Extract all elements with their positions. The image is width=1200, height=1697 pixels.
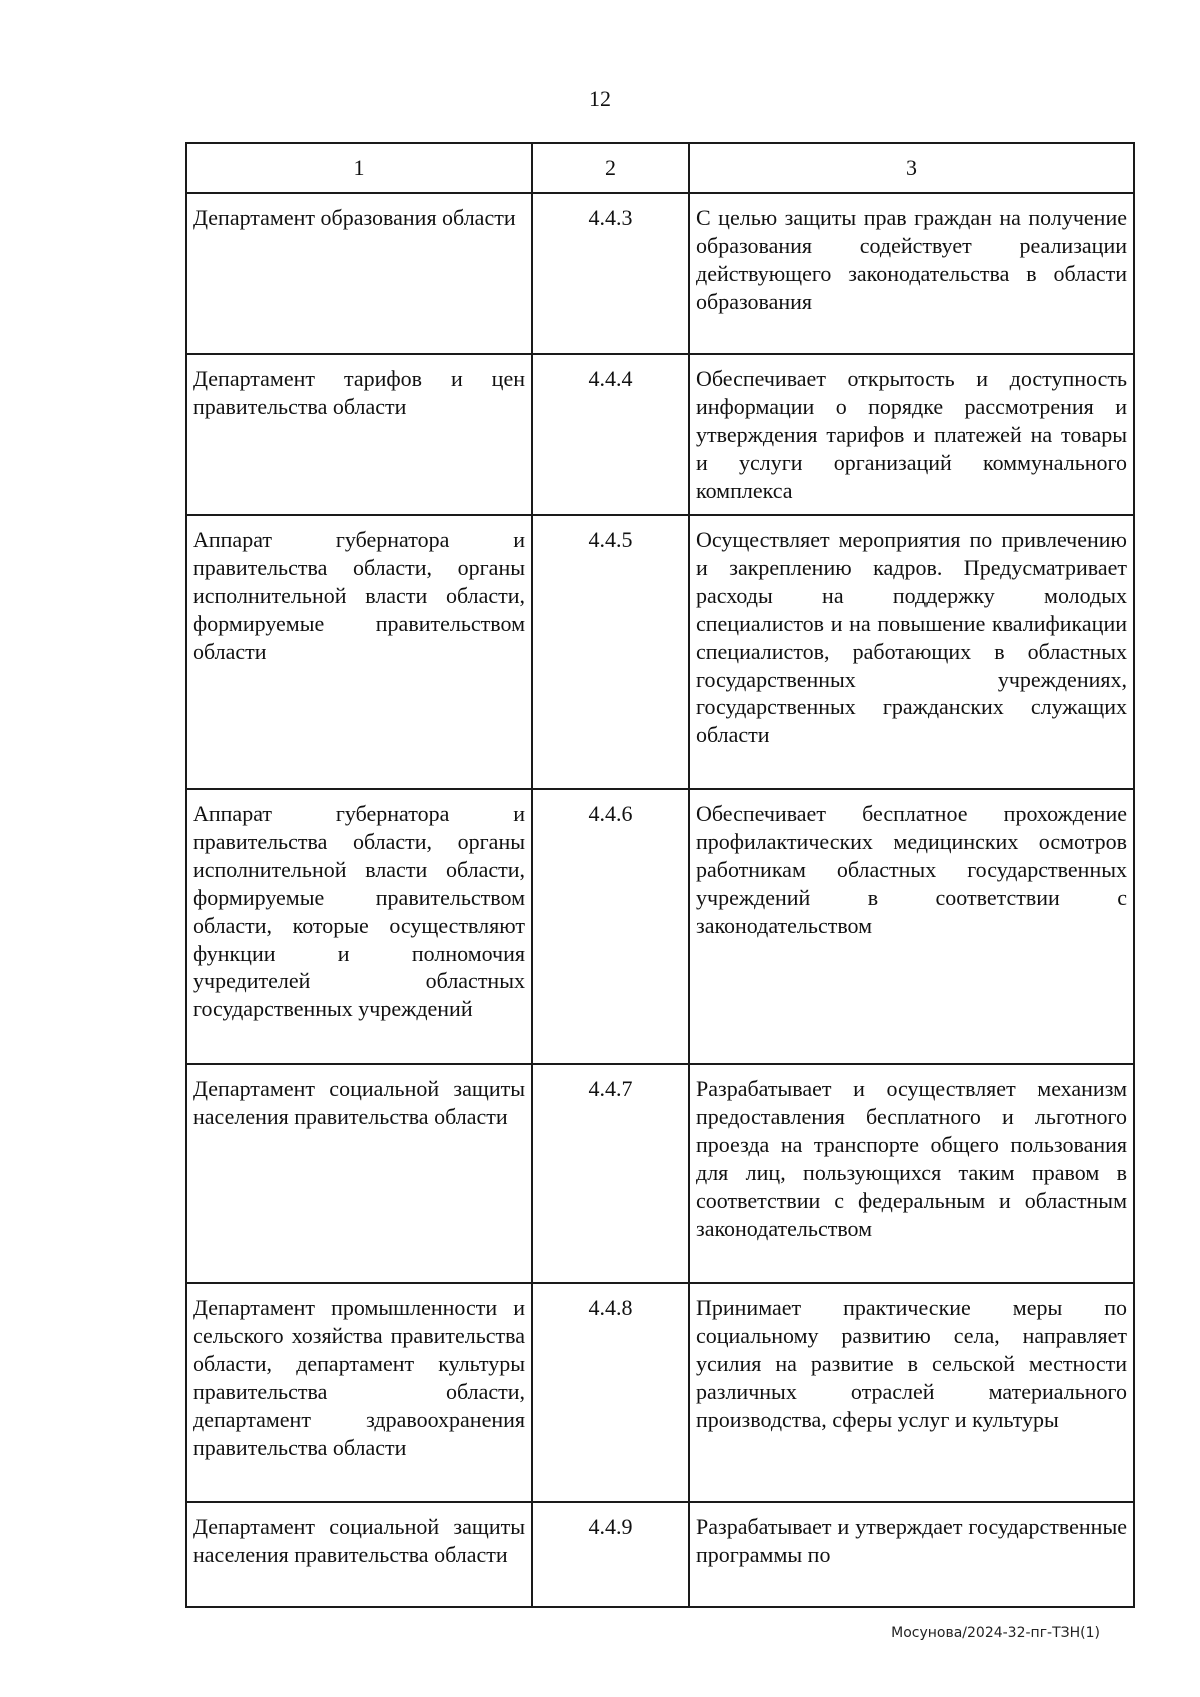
column-header-executor: 1 xyxy=(186,143,532,193)
table-header-row xyxy=(186,143,1134,193)
item-number-cell: 4.4.9 xyxy=(532,1502,689,1607)
table-row xyxy=(186,1502,1134,1607)
executor-cell: Департамент промышленности и сельского хозяйства правительства области, департамент культуры правительства области, департамент здравоохранения правительства области xyxy=(186,1283,532,1502)
executor-cell: Департамент тарифов и цен правительства области xyxy=(186,354,532,515)
measure-cell: С целью защиты прав граждан на получение образования содействует реализации действующего законодательства в области образования xyxy=(689,193,1134,354)
document-reference-code: Мосунова/2024-32-пг-ТЗН(1) xyxy=(891,1625,1100,1641)
page-number: 12 xyxy=(589,86,611,111)
measure-cell: Обеспечивает открытость и доступность информации о порядке рассмотрения и утверждения тарифов и платежей на товары и услуги организаций коммунального комплекса xyxy=(689,354,1134,515)
measure-cell: Обеспечивает бесплатное прохождение профилактических медицинских осмотров работникам областных государственных учреждений в соответствии с законодательством xyxy=(689,789,1134,1064)
item-number-cell: 4.4.6 xyxy=(532,789,689,1064)
executor-cell: Аппарат губернатора и правительства области, органы исполнительной власти области, формируемые правительством области, которые осуществляют функции и полномочия учредителей областных государственных учреждений xyxy=(186,789,532,1064)
column-header-item: 2 xyxy=(532,143,689,193)
executor-cell: Департамент социальной защиты населения правительства области xyxy=(186,1064,532,1283)
table-row xyxy=(186,515,1134,789)
table-row xyxy=(186,789,1134,1064)
measures-table xyxy=(185,142,1135,1608)
item-number-cell: 4.4.7 xyxy=(532,1064,689,1283)
item-number-cell: 4.4.5 xyxy=(532,515,689,789)
measure-cell: Принимает практические меры по социальному развитию села, направляет усилия на развитие в сельской местности различных отраслей материального производства, сферы услуг и культуры xyxy=(689,1283,1134,1502)
measure-cell: Разрабатывает и утверждает государственные программы по xyxy=(689,1502,1134,1607)
table-row xyxy=(186,354,1134,515)
table-row xyxy=(186,1064,1134,1283)
item-number-cell: 4.4.8 xyxy=(532,1283,689,1502)
executor-cell: Департамент социальной защиты населения правительства области xyxy=(186,1502,532,1607)
table-row xyxy=(186,1283,1134,1502)
measure-cell: Осуществляет мероприятия по привлечению и закреплению кадров. Предусматривает расходы на поддержку молодых специалистов и на повышение квалификации специалистов, работающих в областных государственных учреждениях, государственных гражданских служащих области xyxy=(689,515,1134,789)
measure-cell: Разрабатывает и осуществляет механизм предоставления бесплатного и льготного проезда на транспорте общего пользования для лиц, пользующихся таким правом в соответствии с федеральным и областным законодательством xyxy=(689,1064,1134,1283)
table-row xyxy=(186,193,1134,354)
column-header-measure: 3 xyxy=(689,143,1134,193)
executor-cell: Аппарат губернатора и правительства области, органы исполнительной власти области, формируемые правительством области xyxy=(186,515,532,789)
executor-cell: Департамент образования области xyxy=(186,193,532,354)
item-number-cell: 4.4.4 xyxy=(532,354,689,515)
item-number-cell: 4.4.3 xyxy=(532,193,689,354)
